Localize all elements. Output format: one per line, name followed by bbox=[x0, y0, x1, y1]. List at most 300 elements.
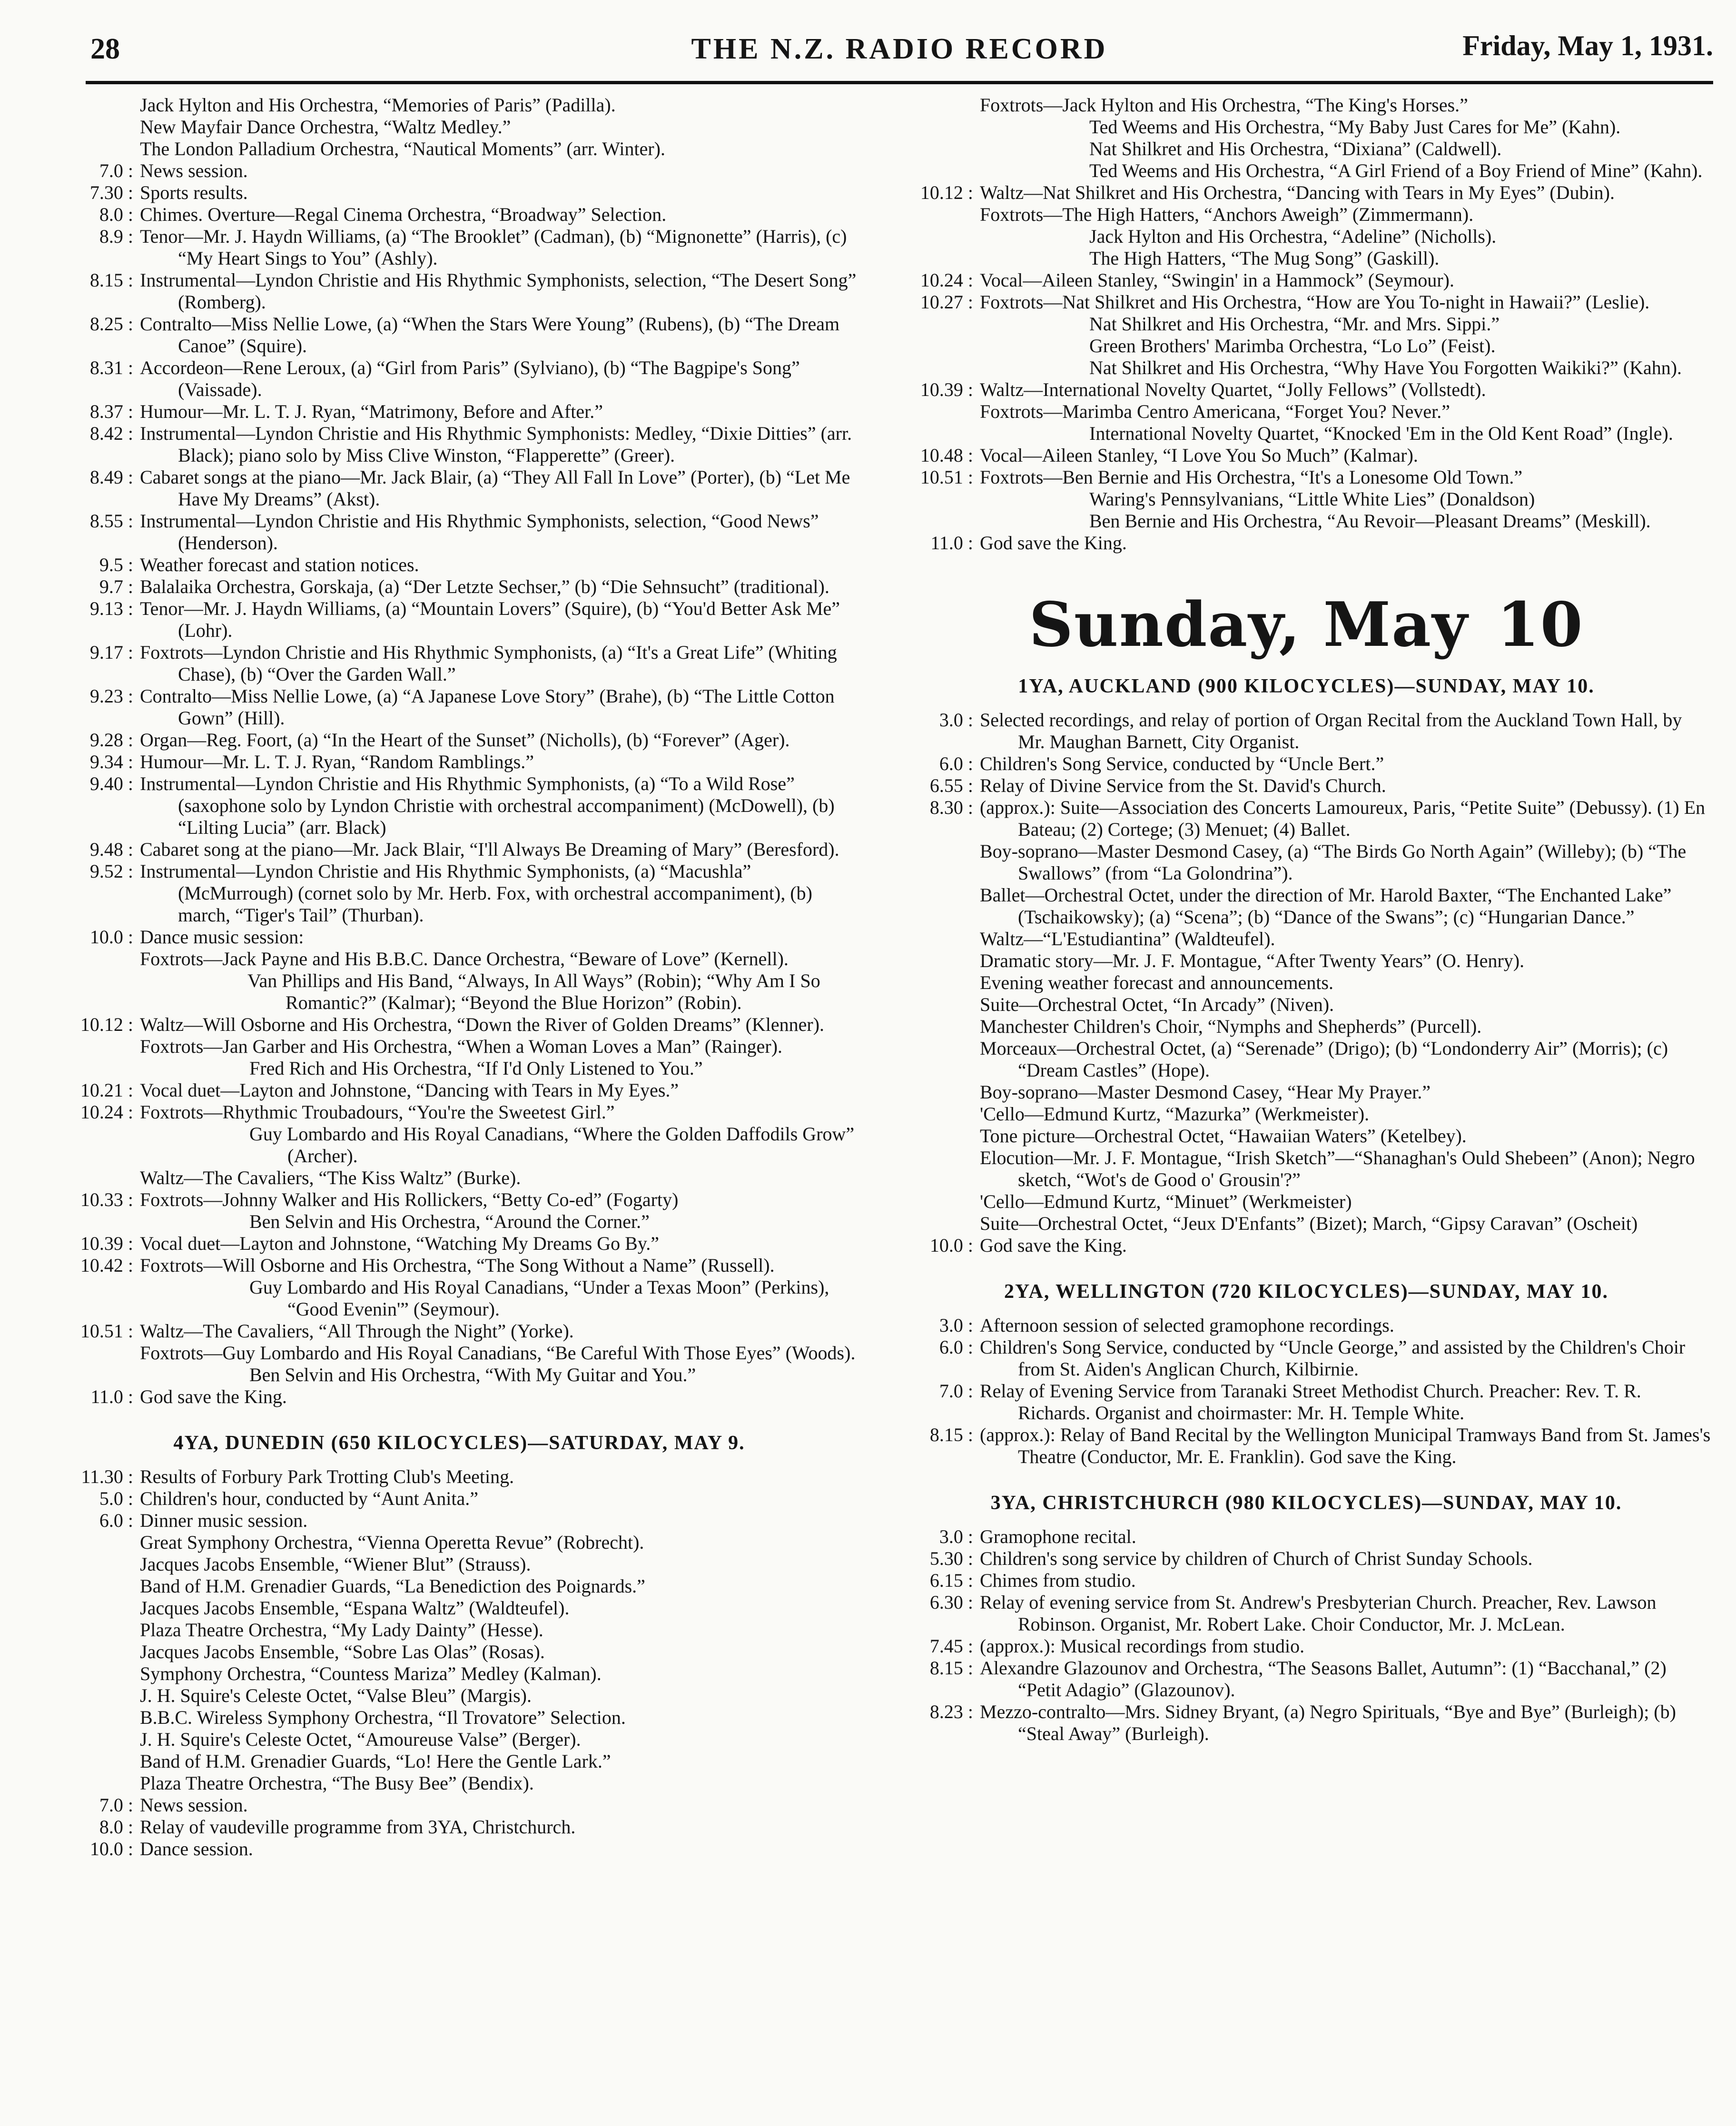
schedule-entry bbox=[62, 204, 857, 226]
entry-time: 9.40 : bbox=[89, 773, 133, 794]
entry-text bbox=[980, 1635, 1711, 1657]
entry-description: Green Brothers' Marimba Orchestra, “Lo Lo” (Feist). bbox=[1089, 335, 1496, 356]
entry-text bbox=[140, 1036, 857, 1058]
auckland-items bbox=[902, 841, 1711, 1235]
entry-time: 9.7 : bbox=[99, 576, 133, 597]
schedule-line bbox=[902, 841, 1711, 884]
schedule-entry bbox=[62, 1386, 857, 1408]
entry-text bbox=[980, 1548, 1711, 1570]
line-text: Suite—Orchestral Octet, “In Arcady” (Niven). bbox=[980, 994, 1334, 1015]
entry-description: Nat Shilkret and His Orchestra, “Why Have You Forgotten Waikiki?” (Kahn). bbox=[1089, 357, 1682, 378]
entry-text bbox=[140, 554, 857, 576]
schedule-line bbox=[62, 94, 857, 116]
line-text: Symphony Orchestra, “Countess Mariza” Medley (Kalman). bbox=[140, 1663, 602, 1684]
schedule-entry bbox=[62, 1101, 857, 1123]
entry-time: 6.0 : bbox=[99, 1510, 133, 1531]
schedule-entry bbox=[62, 729, 857, 751]
entry-text bbox=[980, 488, 1711, 510]
entry-text bbox=[140, 357, 857, 401]
entry-description: Foxtrots—Johnny Walker and His Rollickers, “Betty Co-ed” (Fogarty) bbox=[140, 1189, 679, 1210]
schedule-entry bbox=[62, 1816, 857, 1838]
entry-text bbox=[140, 510, 857, 554]
entry-time: 10.27 : bbox=[920, 291, 973, 313]
entry-text bbox=[140, 1014, 857, 1036]
schedule-line bbox=[902, 1038, 1711, 1081]
entry-description: Children's hour, conducted by “Aunt Anita.” bbox=[140, 1488, 479, 1509]
entry-text bbox=[140, 1123, 857, 1167]
line-text: Band of H.M. Grenadier Guards, “Lo! Here the Gentle Lark.” bbox=[140, 1750, 611, 1772]
auckland-end bbox=[902, 1235, 1711, 1256]
schedule-entry bbox=[62, 1211, 857, 1233]
schedule-entry bbox=[902, 1526, 1711, 1548]
christchurch-entries bbox=[902, 1526, 1711, 1745]
schedule-entry bbox=[902, 401, 1711, 423]
line-text: Jacques Jacobs Ensemble, “Sobre Las Olas” (Rosas). bbox=[140, 1641, 545, 1662]
schedule-entry bbox=[902, 753, 1711, 775]
entry-text bbox=[980, 247, 1711, 269]
entry-text bbox=[980, 1570, 1711, 1592]
schedule-entry bbox=[62, 1036, 857, 1058]
schedule-line bbox=[62, 1729, 857, 1750]
entry-text bbox=[140, 182, 857, 204]
schedule-entry bbox=[902, 1570, 1711, 1592]
schedule-entry bbox=[62, 1058, 857, 1079]
entry-description: Children's song service by children of Church of Christ Sunday Schools. bbox=[980, 1548, 1533, 1569]
entry-time: 8.25 : bbox=[89, 313, 133, 335]
line-text: J. H. Squire's Celeste Octet, “Valse Bleu” (Margis). bbox=[140, 1685, 532, 1706]
line-text: Evening weather forecast and announcements. bbox=[980, 972, 1334, 993]
line-text: Morceaux—Orchestral Octet, (a) “Serenade” (Drigo); (b) “Londonderry Air” (Morris); (c) “Dream Castles” (Hope). bbox=[980, 1038, 1668, 1081]
entry-description: God save the King. bbox=[980, 1235, 1127, 1256]
page-header bbox=[86, 32, 1713, 75]
wellington-entries bbox=[902, 1315, 1711, 1468]
entry-description: Foxtrots—Lyndon Christie and His Rhythmic Symphonists, (a) “It's a Great Life” (Whiting Chase), (b) “Over the Garden Wall.” bbox=[140, 642, 837, 685]
entry-time: 8.9 : bbox=[99, 226, 133, 247]
line-text: New Mayfair Dance Orchestra, “Waltz Medley.” bbox=[140, 116, 511, 138]
schedule-entry bbox=[902, 1380, 1711, 1424]
schedule-entry bbox=[62, 642, 857, 685]
line-text: Plaza Theatre Orchestra, “The Busy Bee” (Bendix). bbox=[140, 1772, 534, 1794]
line-text: Band of H.M. Grenadier Guards, “La Benediction des Poignards.” bbox=[140, 1575, 645, 1597]
schedule-entry bbox=[62, 1838, 857, 1860]
entry-description: Ted Weems and His Orchestra, “My Baby Just Cares for Me” (Kahn). bbox=[1089, 116, 1621, 138]
entry-description: Vocal—Aileen Stanley, “I Love You So Much” (Kalmar). bbox=[980, 445, 1418, 466]
schedule-entry bbox=[902, 445, 1711, 466]
line-text: Boy-soprano—Master Desmond Casey, “Hear My Prayer.” bbox=[980, 1081, 1431, 1103]
schedule-entry bbox=[902, 709, 1711, 753]
schedule-line bbox=[902, 1103, 1711, 1125]
schedule-line bbox=[902, 972, 1711, 994]
entry-text bbox=[140, 1079, 857, 1101]
schedule-line bbox=[62, 1750, 857, 1772]
entry-description: Foxtrots—Ben Bernie and His Orchestra, “It's a Lonesome Old Town.” bbox=[980, 466, 1523, 488]
schedule-entry bbox=[902, 775, 1711, 797]
entry-text bbox=[140, 423, 857, 466]
entry-time: 10.21 : bbox=[80, 1079, 133, 1101]
line-text: The London Palladium Orchestra, “Nautical Moments” (arr. Winter). bbox=[140, 138, 665, 159]
schedule-entry bbox=[902, 466, 1711, 488]
line-text: Great Symphony Orchestra, “Vienna Operetta Revue” (Robrecht). bbox=[140, 1532, 644, 1553]
entry-description: Foxtrots—Guy Lombardo and His Royal Canadians, “Be Careful With Those Eyes” (Woods). bbox=[140, 1342, 856, 1364]
entry-text bbox=[140, 466, 857, 510]
entry-text bbox=[980, 291, 1711, 313]
entry-description: News session. bbox=[140, 1794, 248, 1816]
entry-text bbox=[140, 1794, 857, 1816]
line-text: J. H. Squire's Celeste Octet, “Amoureuse Valse” (Berger). bbox=[140, 1729, 581, 1750]
entry-description: Ben Bernie and His Orchestra, “Au Revoir—Pleasant Dreams” (Meskill). bbox=[1089, 510, 1651, 532]
line-text: Dramatic story—Mr. J. F. Montague, “After Twenty Years” (O. Henry). bbox=[980, 950, 1525, 971]
schedule-line bbox=[902, 884, 1711, 928]
schedule-entry bbox=[902, 1235, 1711, 1256]
entry-time: 11.0 : bbox=[90, 1386, 133, 1407]
left-column bbox=[62, 94, 857, 1860]
entry-description: Results of Forbury Park Trotting Club's Meeting. bbox=[140, 1466, 514, 1487]
header-rule bbox=[86, 81, 1713, 84]
entry-text bbox=[140, 1342, 857, 1364]
schedule-entry bbox=[902, 1336, 1711, 1380]
schedule-entry bbox=[902, 94, 1711, 116]
schedule-entry bbox=[62, 839, 857, 860]
entry-time: 9.52 : bbox=[89, 860, 133, 882]
schedule-line bbox=[902, 950, 1711, 972]
entry-text bbox=[980, 160, 1711, 182]
entry-description: (approx.): Relay of Band Recital by the Wellington Municipal Tramways Band from St. James's Theatre (Conductor, Mr. E. Franklin). God save the King. bbox=[980, 1424, 1711, 1467]
left-late-entries bbox=[62, 1014, 857, 1408]
left-top-lines bbox=[62, 94, 857, 160]
entry-description: Jack Hylton and His Orchestra, “Adeline” (Nicholls). bbox=[1089, 226, 1497, 247]
entry-time: 8.0 : bbox=[99, 204, 133, 225]
entry-time: 8.49 : bbox=[89, 466, 133, 488]
entry-time: 8.15 : bbox=[929, 1657, 973, 1679]
entry-description: Ted Weems and His Orchestra, “A Girl Friend of a Boy Friend of Mine” (Kahn). bbox=[1089, 160, 1703, 181]
entry-time: 9.23 : bbox=[89, 685, 133, 707]
entry-time: 8.31 : bbox=[89, 357, 133, 378]
entry-text bbox=[140, 313, 857, 357]
entry-text bbox=[140, 1167, 857, 1189]
entry-time: 9.34 : bbox=[89, 751, 133, 772]
schedule-entry bbox=[62, 926, 857, 948]
schedule-entry bbox=[902, 1424, 1711, 1468]
entry-time: 10.33 : bbox=[80, 1189, 133, 1210]
schedule-entry bbox=[62, 466, 857, 510]
schedule-entry bbox=[62, 1364, 857, 1386]
schedule-entry bbox=[902, 1635, 1711, 1657]
schedule-entry bbox=[902, 532, 1711, 554]
entry-description: Selected recordings, and relay of portion of Organ Recital from the Auckland Town Hall, by Mr. Maughan Barnett, City Organist. bbox=[980, 709, 1682, 752]
schedule-entry bbox=[902, 335, 1711, 357]
entry-description: Sports results. bbox=[140, 182, 248, 203]
publication-title: THE N.Z. RADIO RECORD bbox=[691, 33, 1108, 65]
entry-description: Dance music session: bbox=[140, 926, 304, 948]
entry-time: 10.42 : bbox=[80, 1255, 133, 1276]
entry-text bbox=[140, 1386, 857, 1408]
entry-description: Relay of Divine Service from the St. David's Church. bbox=[980, 775, 1386, 796]
entry-description: Cabaret song at the piano—Mr. Jack Blair, “I'll Always Be Dreaming of Mary” (Beresford). bbox=[140, 839, 839, 860]
schedule-line bbox=[62, 1553, 857, 1575]
entry-time: 6.0 : bbox=[939, 1336, 973, 1358]
line-text: Boy-soprano—Master Desmond Casey, (a) “The Birds Go North Again” (Willeby); (b) “The Swallows” (from “La Golondrina”). bbox=[980, 841, 1687, 884]
schedule-line bbox=[902, 1147, 1711, 1191]
entry-description: Balalaika Orchestra, Gorskaja, (a) “Der Letzte Sechser,” (b) “Die Sehnsucht” (traditional). bbox=[140, 576, 829, 597]
entry-time: 9.5 : bbox=[99, 554, 133, 575]
entry-time: 8.0 : bbox=[99, 1816, 133, 1838]
line-text: Jack Hylton and His Orchestra, “Memories of Paris” (Padilla). bbox=[140, 94, 616, 116]
entry-text bbox=[140, 729, 857, 751]
entry-text bbox=[140, 1488, 857, 1510]
dance-item bbox=[62, 948, 857, 970]
schedule-line bbox=[902, 1125, 1711, 1147]
entry-text bbox=[140, 1189, 857, 1211]
entry-description: Foxtrots—Jan Garber and His Orchestra, “When a Woman Loves a Man” (Rainger). bbox=[140, 1036, 783, 1057]
entry-text bbox=[140, 269, 857, 313]
entry-description: Dance session. bbox=[140, 1838, 253, 1859]
entry-text bbox=[140, 226, 857, 269]
entry-time: 11.30 : bbox=[81, 1466, 133, 1487]
schedule-line bbox=[62, 1707, 857, 1729]
right-column bbox=[902, 94, 1711, 1745]
entry-description: Vocal duet—Layton and Johnstone, “Watching My Dreams Go By.” bbox=[140, 1233, 659, 1254]
entry-description: Waltz—The Cavaliers, “The Kiss Waltz” (Burke). bbox=[140, 1167, 521, 1188]
entry-description: Waltz—International Novelty Quartet, “Jolly Fellows” (Vollstedt). bbox=[980, 379, 1486, 400]
schedule-line bbox=[62, 1772, 857, 1794]
entry-text bbox=[980, 445, 1711, 466]
entry-time: 8.30 : bbox=[929, 797, 973, 818]
entry-time: 3.0 : bbox=[939, 1526, 973, 1547]
schedule-entry bbox=[902, 160, 1711, 182]
left-dance-items bbox=[62, 948, 857, 1014]
entry-description: Instrumental—Lyndon Christie and His Rhythmic Symphonists, (a) “To a Wild Rose” (saxophone solo by Lyndon Christie with orchestral accompaniment) (McDowell), (b) “Lilting Lucia” (arr. Black) bbox=[140, 773, 835, 838]
entry-description: Chimes from studio. bbox=[980, 1570, 1136, 1591]
issue-date: Friday, May 1, 1931. bbox=[1462, 30, 1713, 61]
auckland-entries bbox=[902, 709, 1711, 841]
entry-text bbox=[140, 401, 857, 423]
entry-text bbox=[140, 685, 857, 729]
entry-time: 10.39 : bbox=[920, 379, 973, 400]
entry-description: Humour—Mr. L. T. J. Ryan, “Matrimony, Before and After.” bbox=[140, 401, 603, 422]
entry-time: 7.30 : bbox=[89, 182, 133, 203]
entry-time: 8.37 : bbox=[89, 401, 133, 422]
line-text: 'Cello—Edmund Kurtz, “Mazurka” (Werkmeister). bbox=[980, 1103, 1370, 1125]
line-text: Tone picture—Orchestral Octet, “Hawaiian Waters” (Ketelbey). bbox=[980, 1125, 1467, 1147]
entry-text bbox=[980, 182, 1711, 204]
entry-time: 10.0 : bbox=[929, 1235, 973, 1256]
entry-text bbox=[140, 1211, 857, 1233]
schedule-entry bbox=[902, 1592, 1711, 1635]
schedule-line bbox=[62, 1575, 857, 1597]
entry-description: Gramophone recital. bbox=[980, 1526, 1136, 1547]
entry-text bbox=[980, 709, 1711, 753]
schedule-entry bbox=[62, 1079, 857, 1101]
entry-time: 6.15 : bbox=[929, 1570, 973, 1591]
dance-item-text: Van Phillips and His Band, “Always, In All Ways” (Robin); “Why Am I So Romantic?” (Kalmar); “Beyond the Blue Horizon” (Robin). bbox=[247, 970, 820, 1013]
schedule-entry bbox=[62, 1276, 857, 1320]
entry-text bbox=[980, 1235, 1711, 1256]
entry-text bbox=[140, 1510, 857, 1532]
schedule-entry bbox=[902, 247, 1711, 269]
schedule-entry bbox=[62, 357, 857, 401]
entry-text bbox=[980, 466, 1711, 488]
entry-text bbox=[140, 598, 857, 642]
schedule-entry bbox=[902, 226, 1711, 247]
dunedin-late-entries bbox=[62, 1794, 857, 1860]
entry-text bbox=[980, 1526, 1711, 1548]
entry-time: 10.24 : bbox=[920, 269, 973, 291]
sunday-title-word: Sunday, May bbox=[1029, 589, 1469, 661]
entry-time: 7.0 : bbox=[99, 160, 133, 181]
entry-time: 3.0 : bbox=[939, 1315, 973, 1336]
wellington-heading: 2YA, WELLINGTON (720 KILOCYCLES)—SUNDAY, MAY 10. bbox=[1004, 1281, 1608, 1303]
dance-item-text: Foxtrots—Jack Payne and His B.B.C. Dance Orchestra, “Beware of Love” (Kernell). bbox=[140, 948, 789, 969]
schedule-entry bbox=[902, 1315, 1711, 1336]
entry-text bbox=[980, 357, 1711, 379]
schedule-entry bbox=[62, 1014, 857, 1036]
entry-time: 8.42 : bbox=[89, 423, 133, 444]
entry-description: Accordeon—Rene Leroux, (a) “Girl from Paris” (Sylviano), (b) “The Bagpipe's Song” (Vaissade). bbox=[140, 357, 800, 400]
entry-time: 10.0 : bbox=[89, 1838, 133, 1859]
entry-time: 8.15 : bbox=[929, 1424, 973, 1445]
schedule-entry bbox=[902, 379, 1711, 401]
entry-description: Fred Rich and His Orchestra, “If I'd Only Listened to You.” bbox=[249, 1058, 703, 1079]
line-text: Suite—Orchestral Octet, “Jeux D'Enfants” (Bizet); March, “Gipsy Caravan” (Oscheit) bbox=[980, 1213, 1638, 1234]
schedule-entry bbox=[902, 269, 1711, 291]
entry-text bbox=[140, 1255, 857, 1276]
schedule-entry bbox=[62, 1189, 857, 1211]
entry-text bbox=[980, 532, 1711, 554]
schedule-entry bbox=[902, 1548, 1711, 1570]
schedule-entry bbox=[902, 510, 1711, 532]
line-text: 'Cello—Edmund Kurtz, “Minuet” (Werkmeister) bbox=[980, 1191, 1352, 1212]
entry-text bbox=[140, 1320, 857, 1342]
sunday-title-number: 10 bbox=[1497, 589, 1584, 661]
schedule-entry bbox=[62, 1233, 857, 1255]
entry-text bbox=[980, 335, 1711, 357]
entry-text bbox=[980, 510, 1711, 532]
schedule-entry bbox=[902, 357, 1711, 379]
schedule-entry bbox=[902, 423, 1711, 445]
entry-time: 9.28 : bbox=[89, 729, 133, 751]
schedule-entry bbox=[62, 313, 857, 357]
dinner-items bbox=[62, 1532, 857, 1794]
schedule-entry bbox=[62, 1255, 857, 1276]
entry-time: 10.51 : bbox=[80, 1320, 133, 1342]
entry-text bbox=[980, 94, 1711, 116]
entry-text bbox=[140, 1364, 857, 1386]
entry-description: Vocal—Aileen Stanley, “Swingin' in a Hammock” (Seymour). bbox=[980, 269, 1454, 291]
schedule-entry bbox=[902, 313, 1711, 335]
entry-description: Alexandre Glazounov and Orchestra, “The Seasons Ballet, Autumn”: (1) “Bacchanal,” (2) “Petit Adagio” (Glazounov). bbox=[980, 1657, 1667, 1701]
entry-time: 9.17 : bbox=[89, 642, 133, 663]
schedule-entry bbox=[62, 182, 857, 204]
entry-time: 3.0 : bbox=[939, 709, 973, 731]
entry-time: 6.30 : bbox=[929, 1592, 973, 1613]
entry-description: Waltz—Nat Shilkret and His Orchestra, “Dancing with Tears in My Eyes” (Dubin). bbox=[980, 182, 1615, 203]
schedule-entry bbox=[62, 510, 857, 554]
entry-text bbox=[140, 160, 857, 182]
schedule-entry bbox=[62, 1167, 857, 1189]
line-text: Waltz—“L'Estudiantina” (Waldteufel). bbox=[980, 928, 1275, 949]
entry-text bbox=[140, 1838, 857, 1860]
schedule-line bbox=[62, 1641, 857, 1663]
entry-description: Vocal duet—Layton and Johnstone, “Dancing with Tears in My Eyes.” bbox=[140, 1079, 679, 1101]
entry-text bbox=[980, 313, 1711, 335]
entry-time: 5.30 : bbox=[929, 1548, 973, 1569]
entry-description: Children's Song Service, conducted by “Uncle Bert.” bbox=[980, 753, 1384, 774]
schedule-entry bbox=[62, 1794, 857, 1816]
entry-text bbox=[980, 379, 1711, 401]
entry-text bbox=[140, 839, 857, 860]
line-text: Ballet—Orchestral Octet, under the direction of Mr. Harold Baxter, “The Enchanted Lake” (Tschaikowsky); (a) “Scena”; (b) “Dance of the Swans”; (c) “Hungarian Dance.” bbox=[980, 884, 1672, 928]
right-top-entries bbox=[902, 94, 1711, 554]
entry-text bbox=[140, 751, 857, 773]
schedule-entry bbox=[62, 423, 857, 466]
entry-text bbox=[980, 401, 1711, 423]
entry-time: 5.0 : bbox=[99, 1488, 133, 1509]
entry-text bbox=[980, 1424, 1711, 1468]
schedule-entry bbox=[62, 598, 857, 642]
line-text: B.B.C. Wireless Symphony Orchestra, “Il Trovatore” Selection. bbox=[140, 1707, 626, 1728]
entry-text bbox=[980, 204, 1711, 226]
entry-description: Contralto—Miss Nellie Lowe, (a) “When the Stars Were Young” (Rubens), (b) “The Dream Canoe” (Squire). bbox=[140, 313, 840, 356]
entry-time: 10.24 : bbox=[80, 1101, 133, 1123]
entry-description: Nat Shilkret and His Orchestra, “Dixiana” (Caldwell). bbox=[1089, 138, 1502, 159]
schedule-entry bbox=[62, 554, 857, 576]
entry-description: Foxtrots—Marimba Centro Americana, “Forget You? Never.” bbox=[980, 401, 1450, 422]
entry-time: 8.55 : bbox=[89, 510, 133, 532]
entry-time: 10.51 : bbox=[920, 466, 973, 488]
entry-time: 9.13 : bbox=[89, 598, 133, 619]
entry-description: News session. bbox=[140, 160, 248, 181]
schedule-entry bbox=[62, 751, 857, 773]
entry-description: Waltz—Will Osborne and His Orchestra, “Down the River of Golden Dreams” (Klenner). bbox=[140, 1014, 825, 1035]
schedule-entry bbox=[62, 576, 857, 598]
entry-time: 9.48 : bbox=[89, 839, 133, 860]
entry-description: Waring's Pennsylvanians, “Little White Lies” (Donaldson) bbox=[1089, 488, 1535, 510]
dunedin-entries bbox=[62, 1466, 857, 1532]
dunedin-heading: 4YA, DUNEDIN (650 KILOCYCLES)—SATURDAY, MAY 9. bbox=[173, 1432, 745, 1454]
entry-description: Ben Selvin and His Orchestra, “Around the Corner.” bbox=[249, 1211, 650, 1232]
entry-text bbox=[140, 1816, 857, 1838]
entry-description: Relay of Evening Service from Taranaki Street Methodist Church. Preacher: Rev. T. R. Richards. Organist and choirmaster: Mr. H. Temple White. bbox=[980, 1380, 1641, 1424]
schedule-entry bbox=[62, 269, 857, 313]
schedule-line bbox=[902, 1016, 1711, 1038]
entry-description: God save the King. bbox=[980, 532, 1127, 554]
entry-text bbox=[980, 753, 1711, 775]
entry-time: 8.15 : bbox=[89, 269, 133, 291]
entry-text bbox=[140, 1058, 857, 1079]
entry-description: Foxtrots—Jack Hylton and His Orchestra, “The King's Horses.” bbox=[980, 94, 1468, 116]
entry-text bbox=[980, 797, 1711, 841]
entry-description: Weather forecast and station notices. bbox=[140, 554, 419, 575]
entry-text bbox=[980, 269, 1711, 291]
schedule-entry bbox=[902, 1701, 1711, 1745]
entry-description: Children's Song Service, conducted by “Uncle George,” and assisted by the Children's Choir from St. Aiden's Anglican Church, Kilbirnie. bbox=[980, 1336, 1686, 1380]
schedule-line bbox=[62, 1663, 857, 1685]
schedule-entry bbox=[902, 1657, 1711, 1701]
entry-description: Foxtrots—Rhythmic Troubadours, “You're the Sweetest Girl.” bbox=[140, 1101, 615, 1123]
entry-text bbox=[980, 1701, 1711, 1745]
entry-description: Contralto—Miss Nellie Lowe, (a) “A Japanese Love Story” (Brahe), (b) “The Little Cotton Gown” (Hill). bbox=[140, 685, 835, 729]
entry-description: Dinner music session. bbox=[140, 1510, 308, 1531]
entry-description: Foxtrots—The High Hatters, “Anchors Aweigh” (Zimmermann). bbox=[980, 204, 1474, 225]
schedule-entry bbox=[902, 116, 1711, 138]
entry-time: 7.0 : bbox=[939, 1380, 973, 1402]
entry-description: Instrumental—Lyndon Christie and His Rhythmic Symphonists, selection, “Good News” (Henderson). bbox=[140, 510, 819, 554]
line-text: Jacques Jacobs Ensemble, “Espana Waltz” (Waldteufel). bbox=[140, 1597, 570, 1619]
schedule-line bbox=[62, 1619, 857, 1641]
entry-description: Relay of vaudeville programme from 3YA, Christchurch. bbox=[140, 1816, 576, 1838]
line-text: Elocution—Mr. J. F. Montague, “Irish Sketch”—“Shanaghan's Ould Shebeen” (Anon); Negro sketch, “Wot's de Good o' Grousin'?” bbox=[980, 1147, 1695, 1190]
schedule-entry bbox=[62, 685, 857, 729]
